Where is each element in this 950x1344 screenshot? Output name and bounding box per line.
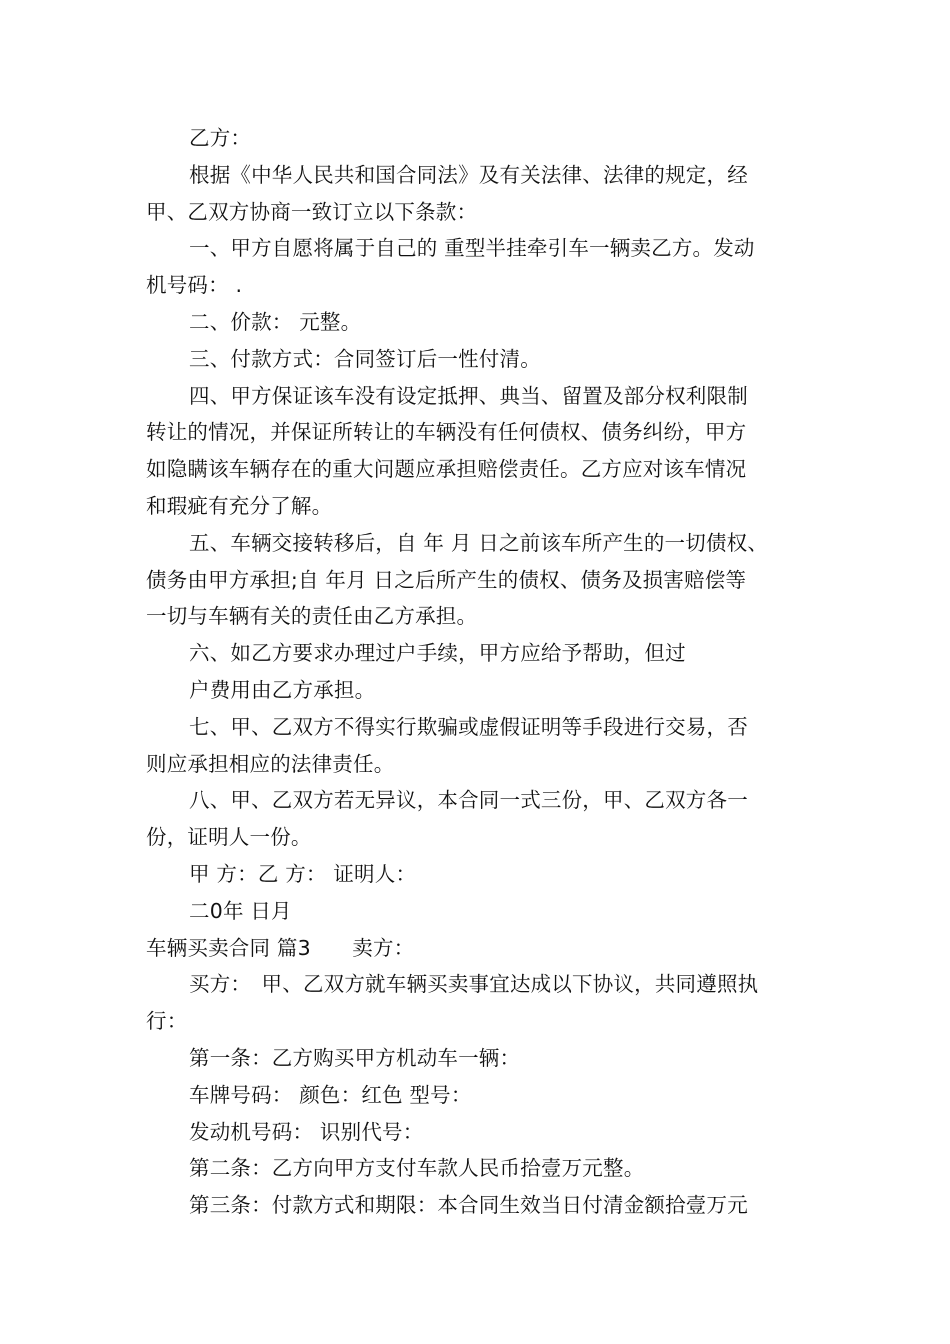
- clause-5-line: 一切与车辆有关的责任由乙方承担。: [146, 604, 478, 629]
- clause-3-line: 三、付款方式：合同签订后一性付清。: [189, 346, 541, 371]
- clause-7-line: 则应承担相应的法律责任。: [146, 751, 395, 776]
- clause-2-line: 二、价款： 元整。: [189, 309, 362, 334]
- signature-line: 甲 方：乙 方： 证明人：: [189, 861, 417, 886]
- clause-4-line: 如隐瞒该车辆存在的重大问题应承担赔偿责任。乙方应对该车情况: [146, 457, 747, 482]
- clause-8-line: 份，证明人一份。: [146, 825, 312, 850]
- clause-1-line: 机号码： .: [146, 273, 243, 298]
- clause-7-line: 七、甲、乙双方不得实行欺骗或虚假证明等手段进行交易，否: [189, 714, 748, 739]
- engine-info-line: 发动机号码： 识别代号：: [189, 1119, 424, 1144]
- clause-1-line: 一、甲方自愿将属于自己的 重型半挂牵引车一辆卖乙方。发动: [189, 236, 755, 261]
- clause-6-line: 户费用由乙方承担。: [189, 677, 376, 702]
- article-1-line: 第一条：乙方购买甲方机动车一辆：: [189, 1045, 521, 1070]
- paragraph-line: 根据《中华人民共和国合同法》及有关法律、法律的规定，经: [189, 162, 748, 187]
- clause-6-line: 六、如乙方要求办理过户手续，甲方应给予帮助，但过: [189, 641, 686, 666]
- paragraph-line: 甲、乙双方协商一致订立以下条款：: [146, 199, 478, 224]
- clause-4-line: 转让的情况，并保证所转让的车辆没有任何债权、债务纠纷，甲方: [146, 420, 747, 445]
- buyer-line: 买方： 甲、乙双方就车辆买卖事宜达成以下协议，共同遵照执: [189, 972, 759, 997]
- clause-8-line: 八、甲、乙双方若无异议，本合同一式三份，甲、乙双方各一: [189, 788, 748, 813]
- clause-5-line: 债务由甲方承担;自 年月 日之后所产生的债权、债务及损害赔偿等: [146, 567, 747, 592]
- clause-4-line: 四、甲方保证该车没有设定抵押、典当、留置及部分权利限制: [189, 383, 748, 408]
- vehicle-info-line: 车牌号码： 颜色：红色 型号：: [189, 1082, 472, 1107]
- section-heading: 车辆买卖合同 篇3 卖方：: [146, 935, 415, 960]
- buyer-line: 行：: [146, 1009, 188, 1034]
- party-b-label: 乙方：: [189, 126, 252, 150]
- date-line: 二0年 日月: [189, 898, 292, 923]
- clause-4-line: 和瑕疵有充分了解。: [146, 493, 333, 518]
- clause-5-line: 五、车辆交接转移后，自 年 月 日之前该车所产生的一切债权、: [189, 530, 769, 555]
- article-3-line: 第三条：付款方式和期限：本合同生效当日付清金额拾壹万元: [189, 1193, 748, 1218]
- document-body: [146, 120, 816, 1224]
- article-2-line: 第二条：乙方向甲方支付车款人民币拾壹万元整。: [189, 1156, 645, 1181]
